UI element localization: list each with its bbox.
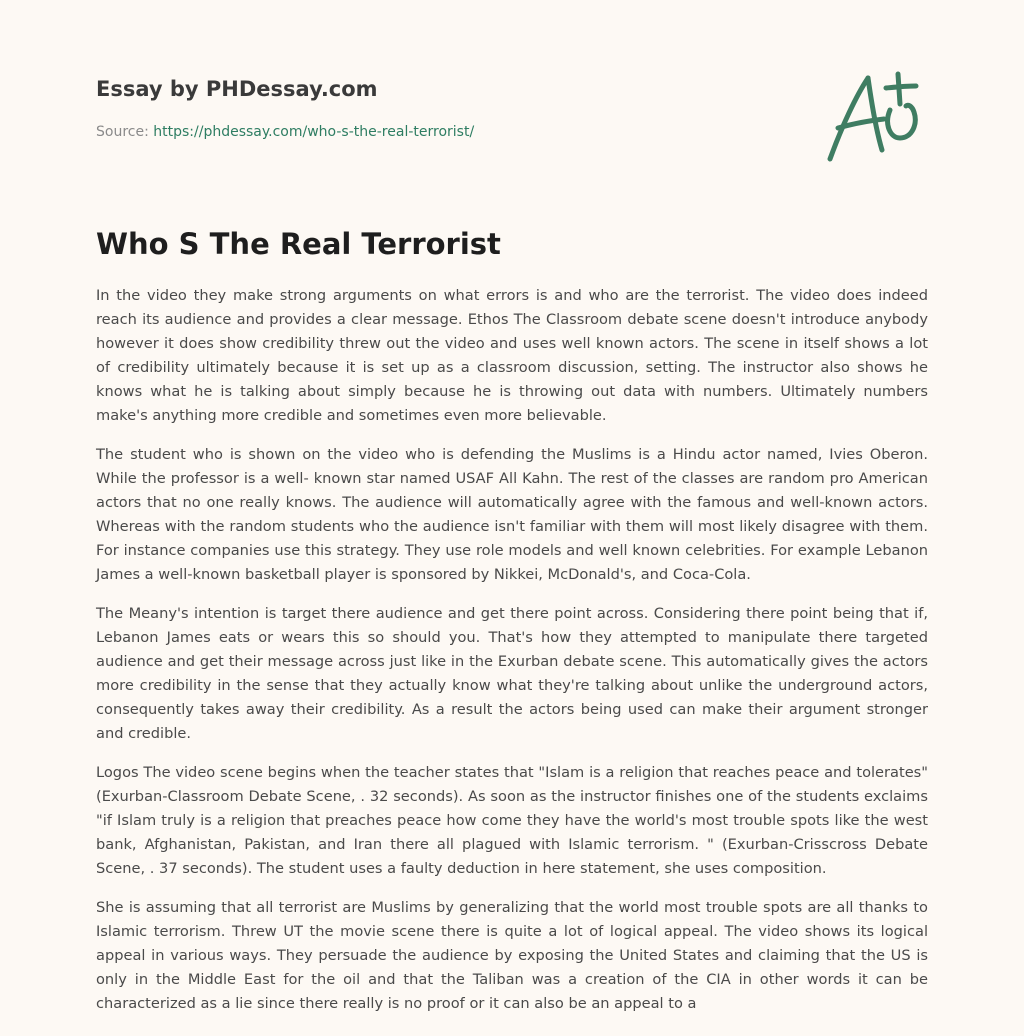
a-plus-grade-icon xyxy=(820,66,930,166)
site-header xyxy=(96,74,796,142)
source-line xyxy=(96,122,796,142)
source-label: Source: xyxy=(96,124,149,140)
essay-paragraph: The student who is shown on the video who is defending the Muslims is a Hindu actor named, Ivies Oberon. While the professor is a well- known star named USAF All Kahn. The rest of the classes are random pro American actors that no one really knows. The audience will automatically agree with the famous and well-known actors. Whereas with the random students who the audience isn't familiar with them will most likely disagree with them. For instance companies use this strategy. They use role models and well known celebrities. For example Lebanon James a well-known basketball player is sponsored by Nikkei, McDonald's, and Coca-Cola. xyxy=(96,446,928,583)
source-link[interactable]: https://phdessay.com/who-s-the-real-terrorist/ xyxy=(153,124,475,140)
essay-body xyxy=(96,284,928,1031)
essay-title: Who S The Real Terrorist xyxy=(96,227,501,261)
essay-paragraph: Logos The video scene begins when the teacher states that "Islam is a religion that reaches peace and tolerates" (Exurban-Classroom Debate Scene, . 32 seconds). As soon as the instructor finishes one of the students exclaims "if Islam truly is a religion that preaches peace how come they have the world's most trouble spots like the west bank, Afghanistan, Pakistan, and Iran there all plagued with Islamic terrorism. " (Exurban-Crisscross Debate Scene, . 37 seconds). The student uses a faulty deduction in here statement, she uses composition. xyxy=(96,764,928,877)
essay-paragraph: The Meany's intention is target there audience and get there point across. Considering there point being that if, Lebanon James eats or wears this so should you. That's how they attempted to manipulate there targeted audience and get their message across just like in the Exurban debate scene. This automatically gives the actors more credibility in the sense that they actually know what they're talking about unlike the underground actors, consequently takes away their credibility. As a result the actors being used can make their argument stronger and credible. xyxy=(96,605,928,742)
essay-paragraph: She is assuming that all terrorist are Muslims by generalizing that the world most trouble spots are all thanks to Islamic terrorism. Threw UT the movie scene there is quite a lot of logical appeal. The video shows its logical appeal in various ways. They persuade the audience by exposing the United States and claiming that the US is only in the Middle East for the oil and that the Taliban was a creation of the CIA in other words it can be characterized as a lie since there really is no proof or it can also be an appeal to a xyxy=(96,899,928,1012)
site-title: Essay by PHDessay.com xyxy=(96,77,378,101)
essay-paragraph: In the video they make strong arguments on what errors is and who are the terrorist. The video does indeed reach its audience and provides a clear message. Ethos The Classroom debate scene doesn't introduce anybody however it does show credibility threw out the video and uses well known actors. The scene in itself shows a lot of credibility ultimately because it is set up as a classroom discussion, setting. The instructor also shows he knows what he is talking about simply because he is throwing out data with numbers. Ultimately numbers make's anything more credible and sometimes even more believable. xyxy=(96,287,928,424)
